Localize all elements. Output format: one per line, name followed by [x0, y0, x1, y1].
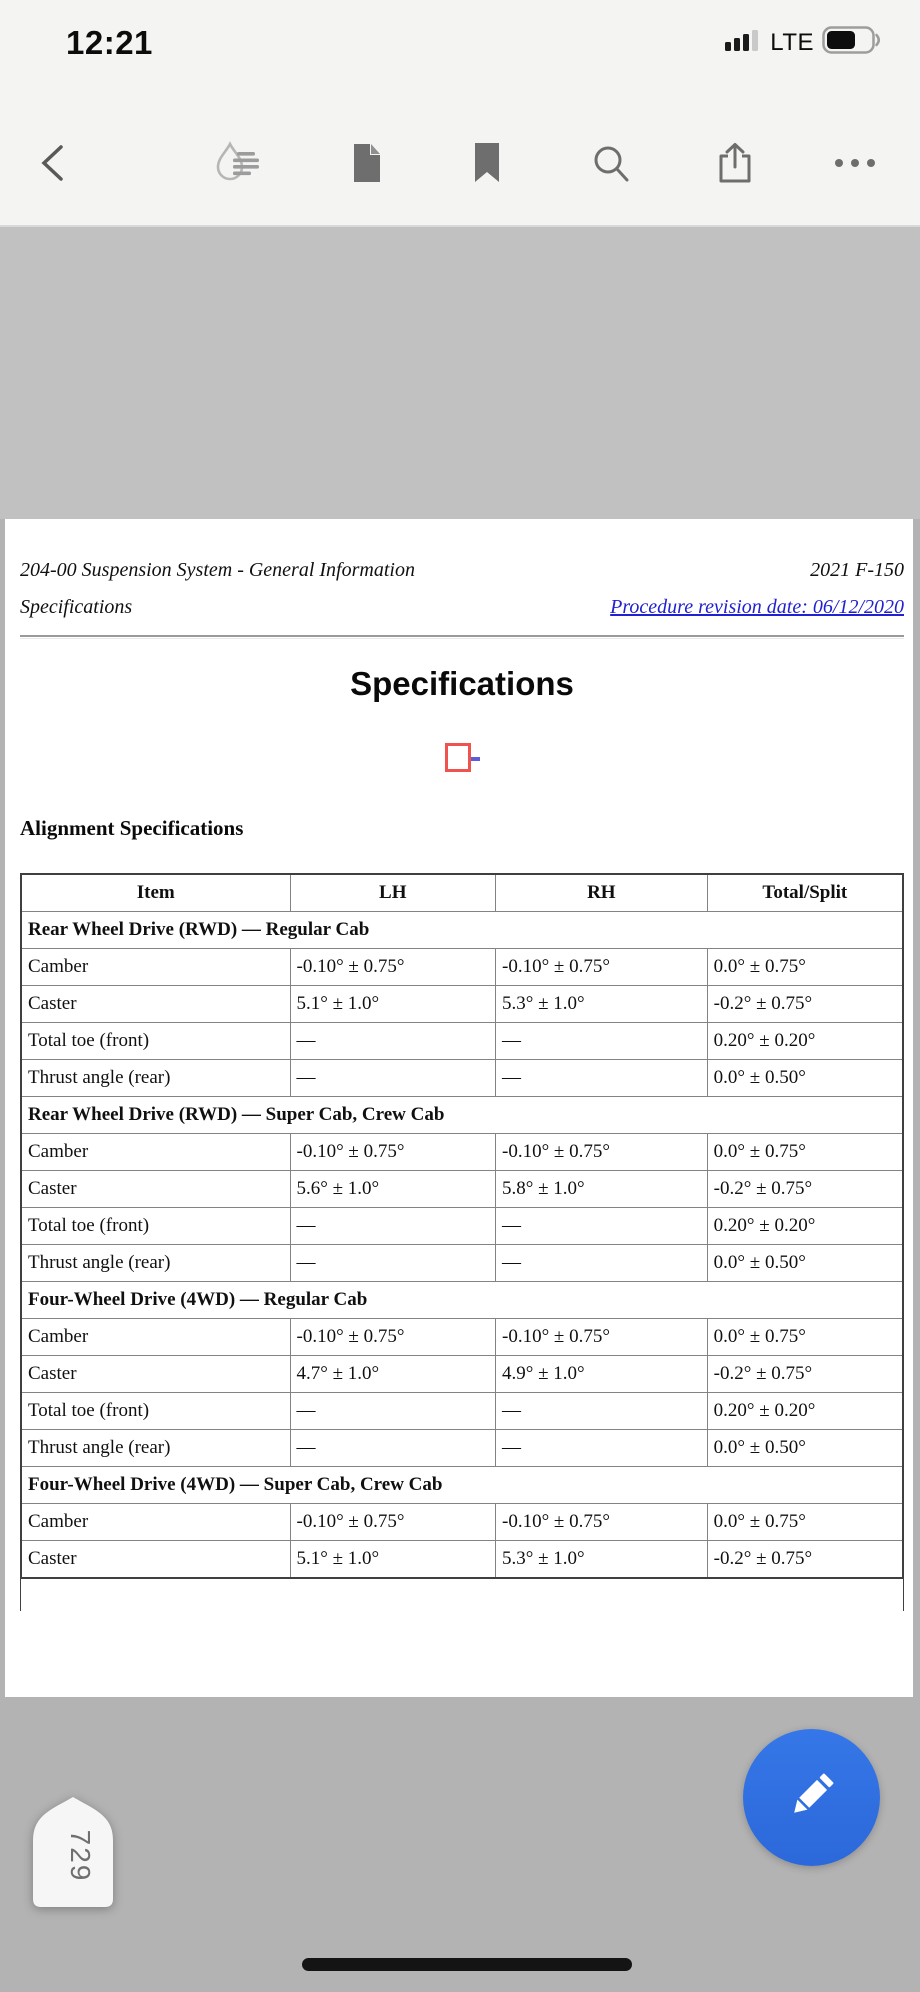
cell-item: Camber — [21, 1319, 290, 1356]
doc-header-model: 2021 F-150 — [810, 559, 904, 581]
table-row — [21, 1060, 903, 1097]
search-button[interactable] — [584, 139, 638, 191]
carrier-label: LTE — [770, 28, 814, 56]
doc-header-subsection: Specifications — [20, 596, 133, 618]
cell-item: Thrust angle (rear) — [21, 1245, 290, 1282]
cell-total: 0.20° ± 0.20° — [707, 1023, 903, 1060]
cell-lh: 5.6° ± 1.0° — [290, 1171, 496, 1208]
doc-header-line2 — [20, 596, 904, 619]
cell-total: 0.0° ± 0.75° — [707, 949, 903, 986]
table-row — [21, 1319, 903, 1356]
cell-lh: — — [290, 1060, 496, 1097]
cell-total: 0.0° ± 0.50° — [707, 1060, 903, 1097]
cell-rh: 5.8° ± 1.0° — [496, 1171, 708, 1208]
cell-lh: -0.10° ± 0.75° — [290, 1319, 496, 1356]
cell-lh: — — [290, 1208, 496, 1245]
cell-item: Total toe (front) — [21, 1208, 290, 1245]
table-truncated-edge — [20, 1579, 904, 1611]
cell-rh: — — [496, 1208, 708, 1245]
more-ellipsis-icon — [833, 156, 877, 174]
doc-header-section: 204-00 Suspension System - General Information — [20, 559, 415, 581]
cell-rh: — — [496, 1245, 708, 1282]
col-header-total: Total/Split — [707, 874, 903, 912]
cell-item: Camber — [21, 949, 290, 986]
table-header-row — [21, 874, 903, 912]
alignment-spec-table — [20, 873, 904, 1579]
more-button[interactable] — [828, 139, 882, 191]
cell-item: Thrust angle (rear) — [21, 1060, 290, 1097]
section-heading: Alignment Specifications — [20, 816, 244, 840]
cell-lh: 5.1° ± 1.0° — [290, 1541, 496, 1579]
cell-total: -0.2° ± 0.75° — [707, 1171, 903, 1208]
cell-lh: — — [290, 1430, 496, 1467]
cell-total: 0.0° ± 0.50° — [707, 1430, 903, 1467]
cell-rh: -0.10° ± 0.75° — [496, 949, 708, 986]
cell-lh: 5.1° ± 1.0° — [290, 986, 496, 1023]
table-row — [21, 949, 903, 986]
col-header-item: Item — [21, 874, 290, 912]
doc-header-line1 — [20, 559, 904, 582]
bookmark-button[interactable] — [460, 139, 514, 191]
table-row — [21, 1134, 903, 1171]
cell-item: Caster — [21, 1171, 290, 1208]
cell-total: 0.20° ± 0.20° — [707, 1393, 903, 1430]
markup-button[interactable] — [216, 139, 270, 191]
cell-lh: -0.10° ± 0.75° — [290, 1134, 496, 1171]
status-time: 12:21 — [66, 24, 153, 61]
share-button[interactable] — [708, 139, 762, 191]
table-row — [21, 1541, 903, 1579]
cell-lh: 4.7° ± 1.0° — [290, 1356, 496, 1393]
cell-rh: -0.10° ± 0.75° — [496, 1134, 708, 1171]
cell-lh: — — [290, 1023, 496, 1060]
broken-image-placeholder-icon[interactable] — [445, 743, 471, 772]
table-row — [21, 986, 903, 1023]
status-right-cluster — [725, 26, 882, 59]
cell-item: Caster — [21, 986, 290, 1023]
section-header: Four-Wheel Drive (4WD) — Super Cab, Crew Cab — [21, 1467, 903, 1504]
cell-rh: — — [496, 1393, 708, 1430]
share-icon — [717, 142, 753, 189]
table-section-row — [21, 912, 903, 949]
table-row — [21, 1393, 903, 1430]
search-icon — [591, 143, 631, 188]
back-button[interactable] — [25, 139, 79, 191]
table-section-row — [21, 1467, 903, 1504]
cell-rh: — — [496, 1023, 708, 1060]
cell-rh: -0.10° ± 0.75° — [496, 1319, 708, 1356]
home-indicator[interactable] — [302, 1958, 632, 1971]
cell-total: 0.20° ± 0.20° — [707, 1208, 903, 1245]
annotate-fab-button[interactable] — [743, 1729, 880, 1866]
cell-lh: — — [290, 1245, 496, 1282]
page-title: Specifications — [350, 665, 574, 702]
cell-item: Camber — [21, 1504, 290, 1541]
cell-lh: -0.10° ± 0.75° — [290, 949, 496, 986]
back-chevron-icon — [37, 143, 67, 188]
section-header: Rear Wheel Drive (RWD) — Regular Cab — [21, 912, 903, 949]
pdf-page — [5, 519, 913, 1697]
cell-total: 0.0° ± 0.75° — [707, 1319, 903, 1356]
missing-image-row — [20, 743, 904, 772]
cell-lh: — — [290, 1393, 496, 1430]
cell-total: -0.2° ± 0.75° — [707, 1356, 903, 1393]
page-number-tab[interactable] — [32, 1796, 114, 1908]
page-number-label: 729 — [65, 1829, 96, 1883]
cell-item: Thrust angle (rear) — [21, 1430, 290, 1467]
col-header-lh: LH — [290, 874, 496, 912]
table-row — [21, 1171, 903, 1208]
cell-rh: -0.10° ± 0.75° — [496, 1504, 708, 1541]
table-section-row — [21, 1282, 903, 1319]
broken-link-dash — [471, 757, 480, 761]
cell-total: 0.0° ± 0.75° — [707, 1134, 903, 1171]
page-gap — [0, 227, 920, 519]
page-view-button[interactable] — [340, 139, 394, 191]
table-row — [21, 1023, 903, 1060]
cell-rh: — — [496, 1430, 708, 1467]
table-section-row — [21, 1097, 903, 1134]
cell-total: -0.2° ± 0.75° — [707, 1541, 903, 1579]
cell-total: -0.2° ± 0.75° — [707, 986, 903, 1023]
cell-rh: — — [496, 1060, 708, 1097]
col-header-rh: RH — [496, 874, 708, 912]
document-page-icon — [351, 143, 383, 188]
bookmark-icon — [473, 143, 501, 188]
markup-drop-icon — [215, 141, 271, 190]
table-row — [21, 1356, 903, 1393]
cell-item: Camber — [21, 1134, 290, 1171]
table-row — [21, 1245, 903, 1282]
pencil-icon — [781, 1764, 843, 1831]
cell-rh: 5.3° ± 1.0° — [496, 986, 708, 1023]
section-header: Four-Wheel Drive (4WD) — Regular Cab — [21, 1282, 903, 1319]
cell-rh: 5.3° ± 1.0° — [496, 1541, 708, 1579]
cellular-signal-icon — [725, 27, 762, 58]
header-rule — [20, 635, 904, 639]
cell-lh: -0.10° ± 0.75° — [290, 1504, 496, 1541]
table-row — [21, 1504, 903, 1541]
cell-total: 0.0° ± 0.50° — [707, 1245, 903, 1282]
table-row — [21, 1208, 903, 1245]
cell-total: 0.0° ± 0.75° — [707, 1504, 903, 1541]
top-chrome — [0, 0, 920, 227]
below-page-area — [0, 1697, 920, 1992]
cell-item: Caster — [21, 1541, 290, 1579]
table-row — [21, 1430, 903, 1467]
cell-item: Total toe (front) — [21, 1023, 290, 1060]
battery-icon — [822, 26, 882, 59]
cell-rh: 4.9° ± 1.0° — [496, 1356, 708, 1393]
cell-item: Total toe (front) — [21, 1393, 290, 1430]
cell-item: Caster — [21, 1356, 290, 1393]
procedure-revision-link[interactable]: Procedure revision date: 06/12/2020 — [610, 596, 904, 618]
section-header: Rear Wheel Drive (RWD) — Super Cab, Crew Cab — [21, 1097, 903, 1134]
